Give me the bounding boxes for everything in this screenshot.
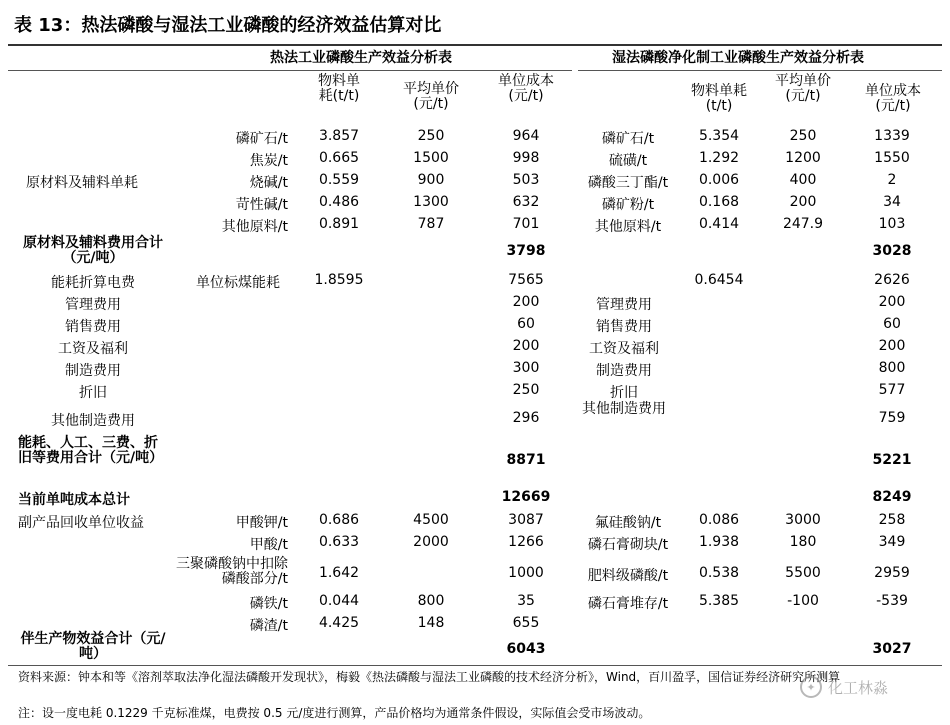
row-consumption: 0.891: [318, 216, 360, 232]
row-consumption: 1.292: [698, 150, 740, 166]
raw-total-right: 3028: [872, 243, 912, 259]
row-price: 1300: [413, 194, 449, 210]
row-item-label: 磷矿石/t: [601, 131, 655, 147]
row-cost: 3087: [508, 512, 544, 528]
left-section-rule: [8, 70, 572, 71]
expense-label: 折旧: [79, 385, 107, 401]
row-consumption: 5.354: [698, 128, 740, 144]
row-price: 148: [417, 615, 445, 631]
raw-group-label: 原材料及辅料单耗: [26, 175, 138, 191]
row-consumption: 0.168: [698, 194, 740, 210]
left-col-cost: 单位成本(元/t): [498, 73, 554, 104]
row-item-label: 甲酸/t: [249, 537, 288, 553]
row-item-label: 氟硅酸钠/t: [594, 515, 662, 531]
row-consumption: 5.385: [698, 593, 740, 609]
expense-total-right: 5221: [872, 452, 912, 468]
row-cost: 2959: [874, 565, 910, 581]
expense-label: 其他制造费用: [51, 413, 135, 429]
expense-right-label: 其他制造费用: [582, 401, 666, 417]
right-col-price: 平均单价 (元/t): [775, 73, 831, 104]
expense-right-label: 管理费用: [596, 297, 652, 313]
expense-right-cost: 800: [878, 360, 906, 376]
expense-left-cost: 200: [512, 338, 540, 354]
row-price: 400: [789, 172, 817, 188]
row-cost: 1339: [874, 128, 910, 144]
right-section-heading: 湿法磷酸净化制工业磷酸生产效益分析表: [612, 50, 864, 66]
expense-total-label: 能耗、人工、三费、折旧等费用合计（元/吨）: [18, 435, 164, 466]
expense-left-cost: 300: [512, 360, 540, 376]
energy-sub-label: 单位标煤能耗: [196, 275, 280, 291]
row-item-label: 甲酸钾/t: [235, 515, 288, 531]
row-cost: 998: [512, 150, 540, 166]
row-price: 1200: [785, 150, 821, 166]
row-item-label: 磷矿石/t: [235, 131, 288, 147]
row-price: 250: [417, 128, 445, 144]
row-consumption: 3.857: [318, 128, 360, 144]
expense-right-cost: 200: [878, 294, 906, 310]
row-consumption: 1.938: [698, 534, 740, 550]
row-item-label: 其他原料/t: [221, 219, 288, 235]
right-col-cost: 单位成本(元/t): [865, 83, 921, 114]
row-price: 900: [417, 172, 445, 188]
energy-left-cost: 7565: [508, 272, 544, 288]
row-consumption: 4.425: [318, 615, 360, 631]
top-rule: [8, 44, 942, 46]
row-item-label: 焦炭/t: [249, 153, 288, 169]
energy-right-cost: 2626: [874, 272, 910, 288]
row-consumption: 0.686: [318, 512, 360, 528]
right-section-rule: [578, 70, 942, 71]
row-consumption: 0.414: [698, 216, 740, 232]
row-consumption: 0.633: [318, 534, 360, 550]
energy-left-consumption: 1.8595: [314, 272, 364, 288]
byproduct-group-label: 副产品回收单位收益: [18, 515, 144, 531]
row-item-label: 磷铁/t: [249, 596, 288, 612]
row-price: -100: [787, 593, 819, 609]
expense-label: 管理费用: [65, 297, 121, 313]
assumption-note: 注：设一度电耗 0.1229 千克标准煤，电费按 0.5 元/度进行测算，产品价格均为通常条件假设，实际值会受市场波动。: [18, 706, 651, 720]
row-price: 2000: [413, 534, 449, 550]
unit-total-right: 8249: [872, 489, 912, 505]
row-cost: 34: [883, 194, 901, 210]
row-item-label: 烧碱/t: [249, 175, 288, 191]
raw-total-label: 原材料及辅料费用合计（元/吨）: [23, 235, 163, 266]
row-price: 4500: [413, 512, 449, 528]
energy-label: 能耗折算电费: [51, 275, 135, 291]
expense-left-cost: 60: [517, 316, 535, 332]
left-col-consumption: 物料单耗(t/t): [318, 73, 360, 104]
expense-right-cost: 759: [878, 410, 906, 426]
expense-right-cost: 577: [878, 382, 906, 398]
row-item-label: 肥料级磷酸/t: [587, 568, 669, 584]
wechat-logo-icon: ✦: [800, 676, 822, 698]
row-cost: 35: [517, 593, 535, 609]
row-cost: 258: [878, 512, 906, 528]
expense-label: 工资及福利: [58, 341, 128, 357]
row-consumption: 0.665: [318, 150, 360, 166]
row-cost: 503: [512, 172, 540, 188]
table-title: 表 13：热法磷酸与湿法工业磷酸的经济效益估算对比: [14, 15, 442, 36]
row-item-label: 三聚磷酸钠中扣除磷酸部分/t: [176, 556, 288, 587]
right-col-consumption: 物料单耗 (t/t): [691, 83, 747, 114]
row-cost: 632: [512, 194, 540, 210]
row-item-label: 磷石膏砌块/t: [587, 537, 669, 553]
row-price: 180: [789, 534, 817, 550]
row-price: 1500: [413, 150, 449, 166]
row-item-label: 苛性碱/t: [235, 197, 288, 213]
row-consumption: 0.044: [318, 593, 360, 609]
unit-total-label: 当前单吨成本总计: [18, 492, 130, 508]
row-item-label: 磷矿粉/t: [601, 197, 655, 213]
expense-right-cost: 60: [883, 316, 901, 332]
row-consumption: 1.642: [318, 565, 360, 581]
watermark: [800, 676, 888, 698]
row-price: 250: [789, 128, 817, 144]
row-cost: 1266: [508, 534, 544, 550]
row-consumption: 0.086: [698, 512, 740, 528]
row-item-label: 磷酸三丁酯/t: [587, 175, 669, 191]
bottom-rule: [8, 665, 942, 666]
unit-total-left: 12669: [501, 489, 551, 505]
byproduct-total-left: 6043: [506, 641, 546, 657]
expense-label: 销售费用: [65, 319, 121, 335]
watermark-text: 化工林淼: [828, 678, 889, 697]
row-price: 247.9: [782, 216, 824, 232]
row-cost: 1000: [508, 565, 544, 581]
expense-left-cost: 200: [512, 294, 540, 310]
row-cost: 701: [512, 216, 540, 232]
byproduct-total-label: 伴生产物效益合计（元/吨）: [20, 631, 166, 662]
energy-right-consumption: 0.6454: [694, 272, 744, 288]
expense-right-label: 销售费用: [596, 319, 652, 335]
row-item-label: 硫磺/t: [608, 153, 648, 169]
row-price: 200: [789, 194, 817, 210]
expense-left-cost: 250: [512, 382, 540, 398]
raw-total-left: 3798: [506, 243, 546, 259]
row-price: 800: [417, 593, 445, 609]
row-cost: 1550: [874, 150, 910, 166]
row-item-label: 磷渣/t: [249, 618, 288, 634]
row-item-label: 其他原料/t: [594, 219, 662, 235]
row-cost: 2: [887, 172, 897, 188]
expense-right-cost: 200: [878, 338, 906, 354]
expense-right-label: 工资及福利: [589, 341, 659, 357]
row-price: 787: [417, 216, 445, 232]
row-consumption: 0.559: [318, 172, 360, 188]
row-cost: 349: [878, 534, 906, 550]
row-consumption: 0.006: [698, 172, 740, 188]
row-cost: -539: [876, 593, 908, 609]
expense-total-left: 8871: [506, 452, 546, 468]
expense-right-label: 折旧: [610, 385, 638, 401]
left-col-price: 平均单价(元/t): [403, 81, 459, 112]
row-cost: 103: [878, 216, 906, 232]
row-item-label: 磷石膏堆存/t: [587, 596, 669, 612]
expense-label: 制造费用: [65, 363, 121, 379]
expense-right-label: 制造费用: [596, 363, 652, 379]
left-section-heading: 热法工业磷酸生产效益分析表: [270, 50, 452, 66]
row-price: 3000: [785, 512, 821, 528]
row-price: 5500: [785, 565, 821, 581]
row-cost: 964: [512, 128, 540, 144]
row-consumption: 0.486: [318, 194, 360, 210]
expense-left-cost: 296: [512, 410, 540, 426]
source-note: 资料来源：钟本和等《溶剂萃取法净化湿法磷酸开发现状》，梅毅《热法磷酸与湿法工业磷酸的技术经济分析》，Wind，百川盈孚，国信证券经济研究所测算: [18, 670, 841, 684]
byproduct-total-right: 3027: [872, 641, 912, 657]
row-cost: 655: [512, 615, 540, 631]
row-consumption: 0.538: [698, 565, 740, 581]
